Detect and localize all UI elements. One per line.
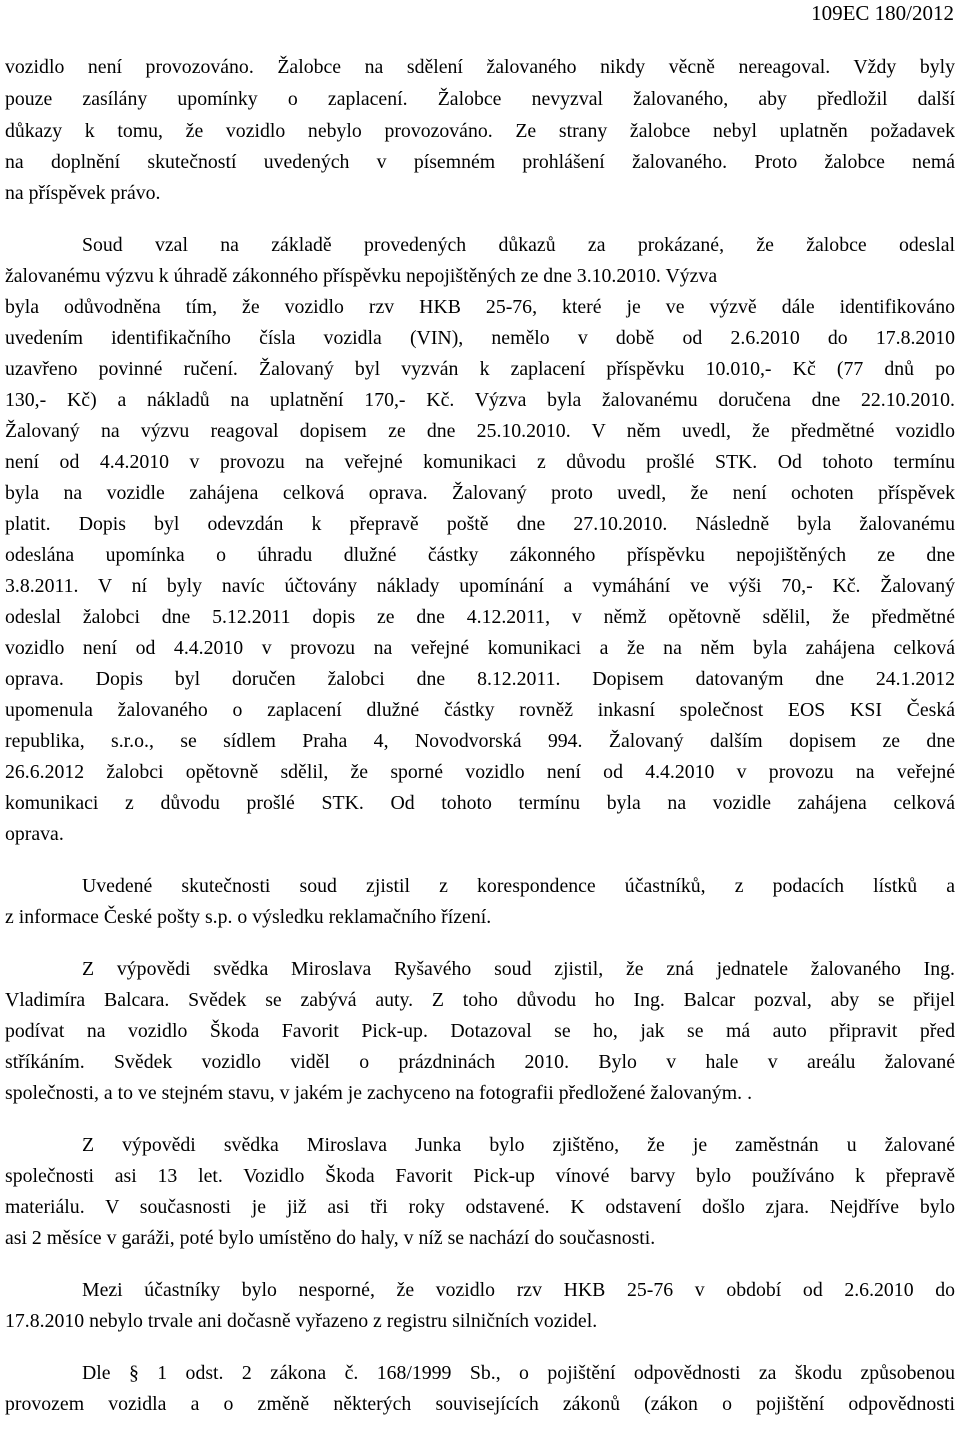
text-line: společnosti asi 13 let. Vozidlo Škoda Favorit Pick-up vínové barvy bylo používáno k přepravě: [5, 1165, 955, 1187]
text-line: Uvedené skutečnosti soud zjistil z korespondence účastníků, z podacích lístků a: [82, 875, 955, 897]
text-line: republika, s.r.o., se sídlem Praha 4, Novodvorská 994. Žalovaný dalším dopisem ze dne: [5, 730, 955, 752]
text-line: podívat na vozidlo Škoda Favorit Pick-up. Dotazoval se ho, jak se má auto připravit před: [5, 1020, 955, 1042]
text-line: není od 4.4.2010 v provozu na veřejné komunikaci z důvodu prošlé STK. Od tohoto termínu: [5, 451, 955, 473]
text-line: žalovanému výzvu k úhradě zákonného příspěvku nepojištěných ze dne 3.10.2010. Výzva: [5, 265, 718, 287]
text-line: Dle § 1 odst. 2 zákona č. 168/1999 Sb., o pojištění odpovědnosti za škodu způsobenou: [82, 1362, 955, 1384]
text-line: z informace České pošty s.p. o výsledku reklamačního řízení.: [5, 906, 492, 928]
text-line: platit. Dopis byl odevzdán k přepravě poště dne 27.10.2010. Následně byla žalovanému: [5, 513, 955, 535]
text-line: vozidlo není provozováno. Žalobce na sdělení žalovaného nikdy věcně nereagoval. Vždy byly: [5, 56, 955, 78]
text-line: stříkáním. Svědek vozidlo viděl o prázdninách 2010. Bylo v hale v areálu žalované: [5, 1051, 955, 1073]
text-line: Vladimíra Balcara. Svědek se zabývá auty. Z toho důvodu ho Ing. Balcar pozval, aby se přijel: [5, 989, 955, 1011]
text-line: důkazy k tomu, že vozidlo nebylo provozováno. Ze strany žalobce nebyl uplatněn požadavek: [5, 120, 955, 142]
text-line: Žalovaný na výzvu reagoval dopisem ze dne 25.10.2010. V něm uvedl, že předmětné vozidlo: [5, 420, 955, 442]
text-line: komunikaci z důvodu prošlé STK. Od tohoto termínu byla na vozidle zahájena celková: [5, 792, 955, 814]
text-line: oprava.: [5, 823, 64, 845]
text-line: uvedením identifikačního čísla vozidla (VIN), nemělo v době od 2.6.2010 do 17.8.2010: [5, 327, 955, 349]
text-line: na doplnění skutečností uvedených v písemném prohlášení žalovaného. Proto žalobce nemá: [5, 151, 955, 173]
text-line: materiálu. V současnosti je již asi tři roky odstavené. K odstavení došlo zjara. Nejdříve bylo: [5, 1196, 955, 1218]
text-line: asi 2 měsíce v garáži, poté bylo umístěno do haly, v níž se nachází do současnosti.: [5, 1227, 656, 1249]
text-line: pouze zasílány upomínky o zaplacení. Žalobce nevyzval žalovaného, aby předložil další: [5, 88, 955, 110]
text-line: upomenula žalovaného o zaplacení dlužné částky rovněž inkasní společnost EOS KSI Česká: [5, 699, 955, 721]
text-line: 3.8.2011. V ní byly navíc účtovány náklady upomínání a vymáhání ve výši 70,- Kč. Žalovaný: [5, 575, 955, 597]
text-line: odeslal žalobci dne 5.12.2011 dopis ze dne 4.12.2011, v němž opětovně sdělil, že předmětné: [5, 606, 955, 628]
text-line: provozem vozidla a o změně některých souvisejících zákonů (zákon o pojištění odpovědnosti: [5, 1393, 955, 1415]
text-line: Z výpovědi svědka Miroslava Junka bylo zjištěno, že je zaměstnán u žalované: [82, 1134, 955, 1156]
text-line: 130,- Kč) a nákladů na uplatnění 170,- Kč. Výzva byla žalovanému doručena dne 22.10.2010.: [5, 389, 955, 411]
text-line: odeslána upomínka o úhradu dlužné částky zákonného příspěvku nepojištěných ze dne: [5, 544, 955, 566]
text-line: Mezi účastníky bylo nesporné, že vozidlo rzv HKB 25-76 v období od 2.6.2010 do: [82, 1279, 955, 1301]
text-line: 17.8.2010 nebylo trvale ani dočasně vyřazeno z registru silničních vozidel.: [5, 1310, 598, 1332]
text-line: Soud vzal na základě provedených důkazů za prokázané, že žalobce odeslal: [82, 234, 955, 256]
text-line: Z výpovědi svědka Miroslava Ryšavého soud zjistil, že zná jednatele žalovaného Ing.: [82, 958, 955, 980]
text-line: vozidlo není od 4.4.2010 v provozu na veřejné komunikaci a že na něm byla zahájena celková: [5, 637, 955, 659]
text-line: na příspěvek právo.: [5, 182, 161, 204]
text-line: uzavřeno povinné ručení. Žalovaný byl vyzván k zaplacení příspěvku 10.010,- Kč (77 dnů po: [5, 358, 955, 380]
text-line: oprava. Dopis byl doručen žalobci dne 8.12.2011. Dopisem datovaným dne 24.1.2012: [5, 668, 955, 690]
case-reference: 109EC 180/2012: [811, 1, 954, 25]
text-line: společnosti, a to ve stejném stavu, v jakém je zachyceno na fotografii předložené žalovaným. .: [5, 1082, 753, 1104]
text-line: byla na vozidle zahájena celková oprava. Žalovaný proto uvedl, že není ochoten příspěvek: [5, 482, 955, 504]
text-line: byla odůvodněna tím, že vozidlo rzv HKB 25-76, které je ve výzvě dále identifikováno: [5, 296, 955, 318]
text-line: 26.6.2012 žalobci opětovně sdělil, že sporné vozidlo není od 4.4.2010 v provozu na veřejné: [5, 761, 955, 783]
